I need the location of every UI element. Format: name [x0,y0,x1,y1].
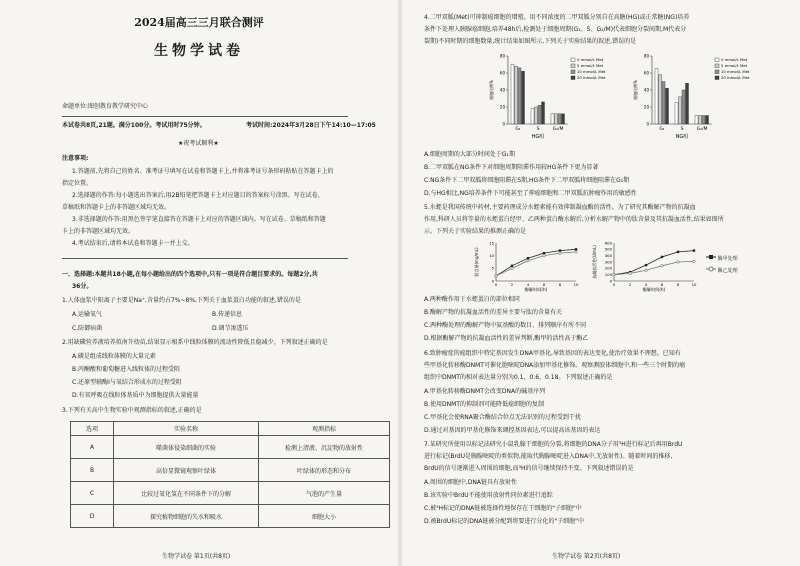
y-tick-label: 300 [604,259,612,265]
bar [682,90,685,124]
y-tick-label: 0 [502,121,505,127]
data-point [527,260,529,262]
table-cell: 叶绿体的形态和分布 [259,459,390,482]
x-tick-label: 0 [494,282,498,287]
data-point [661,265,663,267]
question-4-line: 裂期)不同时期的细胞数量,统计结果如图所示,下列关于实验结果的叙述,错误的是 [424,38,637,45]
q2-option-c: C.还原型辅酶Ⅰ与氧结合形成水的过程受阻 [72,379,182,386]
bar [662,82,665,125]
note-line: 4.考试结束后,请将本试卷和答题卡一并上交。 [72,240,194,247]
bar [522,71,525,124]
section-1-heading-cont: 36分。 [72,283,93,290]
data-point [645,269,647,271]
q7-option-d: D.被BrdU标记的DNA链被分配到将要进行分化的"子细胞"中 [424,518,584,525]
bar [675,103,678,124]
data-point [677,251,679,253]
table-cell: 细胞大小 [259,505,390,528]
y-axis-label: 细胞比例% [489,80,494,100]
x-tick-label: G₁ [515,127,521,132]
data-point [661,256,663,258]
y-tick-label: 10 [489,253,494,259]
data-point [693,249,695,251]
x-tick-label: 2 [628,282,632,287]
table-cell: 比较过氧化氢在不同条件下的分解 [114,482,259,505]
q6-option-d: D.通过对基因的甲基化修饰来调控基因表达,可以提高该基因的表达 [424,427,601,434]
q6-option-c: C.甲基化会使RNA聚合酶结合位点无法识别的过程受到干扰 [424,414,581,421]
x-tick-label: G₂/M [696,127,708,132]
note-line: 1.答题前,先将自己的姓名、准考证号填写在试卷和答题卡上,并将准考证号条形码粘贴在答题卡上的 [72,168,334,175]
info-line: 本试卷共8页,21题。满分100分。考试用时75分钟。 [62,122,206,129]
data-point [527,257,529,259]
legend-line-icon [706,254,716,260]
table-cell: A [71,436,114,459]
x-tick-label: 6 [660,282,664,287]
hg-cell-cycle-chart [490,52,606,148]
table-cell: 探究植物细胞的失水和吸水 [114,505,259,528]
table-row [71,436,390,459]
data-point [543,252,545,254]
x-tick-label: 2 [510,282,514,287]
question-4-line: 条件下处理人胰腺癌细胞,培养48h后,检测处于细胞周期(G₁、S、G₂/M)代表细胞分裂间期,M代表分 [424,26,687,33]
y-tick-label: 0 [646,121,649,127]
question-6-line: 些甲基化转移酶DNMT可催化胞嘧啶DNA添加甲基化修饰。观察测胶体细胞中,和一些三个时期的瘤 [424,362,686,369]
legend-swatch [715,58,719,62]
y-tick-label: 200 [604,265,612,271]
legend-swatch [571,64,575,68]
q1-option-d: D.调节渗透压 [212,325,249,332]
data-point [575,248,577,250]
legend-label: 5 mmol/L Met [577,63,604,69]
q7-option-c: C.被³H标记的DNA链被选择性地保存在干细胞的"子细胞"中 [424,505,582,512]
x-axis-label: HG组 [531,134,545,140]
y-tick-label: 600 [604,240,612,246]
x-tick-label: 10 [573,282,579,287]
x-tick-label: S [680,127,684,132]
data-point [511,267,513,269]
page-2 [402,0,800,566]
q4-option-a: A.细胞周期的大部分时间处于G₁期 [424,151,515,158]
series-line [614,251,694,275]
exam-time: 考试时间:2024年3月28日下午14:10—17:05 [246,122,376,129]
data-point [495,275,497,277]
y-tick-label: 60 [499,70,505,76]
q4-option-b: B.二甲双胍在NG条件下对细胞周期阻滞作用较HG条件下更为显著 [424,164,599,171]
subject-title: 生物学试卷 [154,43,244,59]
bar [659,75,662,124]
q2-option-b: B.丙酮酸和葡萄糖进入线粒体的过程受阻 [72,366,181,373]
data-point [645,264,647,266]
legend-swatch [571,70,575,74]
data-point [559,249,561,251]
legend-label: 20 mmol/L Met [577,75,606,81]
legend-swatch [715,76,719,80]
y-axis-label: 肽含量(mg/mL) [474,247,479,277]
note-line: 卡上的非答题区域均无效。 [62,228,135,235]
note-line: 草稿纸和答题卡上的非答题区域均无效。 [62,204,171,211]
q5-option-b: B.酶解产物的抗凝血活性的差异主要与肽的含量有关 [424,309,563,316]
table-cell: 气泡的产生量 [259,482,390,505]
q6-option-a: A.甲基化转移酶DNMT会改变DNA的碱基序列 [424,388,546,395]
table-header: 选项 [71,422,114,436]
bar [538,105,541,124]
y-axis-label: 抗凝血活性(U/mL) [592,245,597,279]
q5-option-a: A.两种酶作用于水蛭蛋白的部位相同 [424,296,520,303]
legend-label: 酶乙处理 [717,268,738,274]
legend-swatch [571,76,575,80]
legend-label: 0 mmol/L Met [721,57,748,63]
x-tick-label: 8 [558,282,562,287]
table-cell: C [71,482,114,505]
bar [515,66,518,124]
table-header: 实验名称 [114,422,259,436]
x-tick-label: G₁ [659,127,665,132]
ng-cell-cycle-chart [634,52,750,148]
q4-option-c: C.NG条件下二甲双胍将细胞阻滞在S期,HG条件下二甲双胍将细胞阻滞在G₁期 [424,177,630,184]
q1-option-c: C.防御病菌 [72,325,103,332]
anticoagulant-activity-chart [592,240,704,292]
legend-label: 10 mmol/L Met [577,69,606,75]
table-row [71,459,390,482]
question-2: 2.用缺磷营养液培养拟南芥幼苗,结果显示根系中线粒体膜的流动性降低且稳减少。下列叙述正确的是 [62,339,328,346]
x-tick-label: 4 [644,282,648,287]
data-point [543,254,545,256]
legend-label: 0 mmol/L Met [577,57,604,63]
note-line: 指定位置。 [62,180,93,187]
enzyme-legend [706,254,738,274]
bar [511,65,514,125]
question-3: 3.下列有关高中生物实验中观测指标的叙述,正确的是 [62,407,202,414]
question-5-line: 示。下列关于实验结果的推测正确的是 [424,228,527,235]
question-4: 4.二甲双胍(Met)可抑制癌细胞的增殖。用不同浓度的二甲双胍分别自在高糖(HG)或正常糖(NG)培养 [424,14,690,21]
y-tick-label: 0 [491,278,494,284]
question-5-line: 作用,科研人员将等量的水蛭蛋白经甲、乙两种蛋白酶水解后,分析水解产物中的肽含量及其抗凝血活性,结果如图所 [424,216,724,223]
bar [655,69,658,124]
page-1 [0,0,398,566]
x-tick-label: 6 [542,282,546,287]
y-tick-label: 40 [643,87,649,93]
table-header: 观测指标 [259,422,390,436]
x-axis-label: 酶解时间(h) [642,287,666,292]
q5-option-c: C.两种酶处理的酶解产物中氨基酸的数目、排列顺序有所不同 [424,322,587,329]
q7-option-b: B.该实验中BrdU不能使用放射性同位素进行追踪 [424,492,553,499]
setter-line: 命题单位:图创教育教学研究中心 [62,103,149,110]
peptide-content-chart [474,240,586,292]
q1-option-a: A.运输氧气 [72,311,102,318]
y-tick-label: 20 [499,104,505,110]
table-cell: D [71,505,114,528]
x-tick-label: S [536,127,540,132]
experiment-table [70,421,390,528]
bar [551,114,554,124]
y-tick-label: 20 [643,104,649,110]
y-axis-label: 细胞比例% [633,80,638,100]
good-luck: ★祝考试顺利★ [178,140,219,147]
y-tick-label: 80 [499,53,505,59]
table-row [71,482,390,505]
bar [699,116,702,125]
data-point [559,252,561,254]
q1-option-b: B.传递信息 [212,311,243,318]
bar [558,114,561,124]
table-cell: B [71,459,114,482]
footer-page-2: 生物学试卷 第2页(共8页) [552,553,621,560]
y-tick-label: 400 [604,253,612,259]
q2-option-d: D.有氧呼吸在线粒体基质中为细胞提供大量能量 [72,392,199,399]
y-tick-label: 40 [499,87,505,93]
bar [535,107,538,124]
question-7-line: 进行标记(BrdU是胸腺嘧啶的类似物,能取代胸腺嘧啶进入DNA中,无放射性)。随着时间的推移, [424,453,673,460]
question-7: 7.某研究所使用以标记法研究小鼠乳腺干细胞的分裂,将细胞的DNA分子用³H进行标记后再用BrdU [424,441,683,448]
q2-option-a: A.磷是组成线粒体膜的大量元素 [72,353,156,360]
bar [518,68,521,124]
legend-swatch [715,70,719,74]
bar [706,116,709,125]
y-tick-label: 80 [643,53,649,59]
table-cell: 检测上清液、沉淀物的放射性 [259,436,390,459]
table-header-row [71,422,390,436]
x-tick-label: 8 [676,282,680,287]
data-point [575,251,577,253]
x-tick-label: G₂/M [552,127,564,132]
series-line [496,249,576,276]
note-line: 2.选择题的作答:每小题选出答案后,用2B铅笔把答题卡上对应题目的答案标号涂黑。写在试卷、 [72,192,324,199]
notes-rule [62,258,348,259]
data-point [511,265,513,267]
question-6-line: 组织中DNMT的相对表达量分别为0.1、0.6、0.18。下列叙述正确的是 [424,374,613,381]
section-1-heading: 一、选择题:本题共18小题,在每小题给出的四个选项中,只有一项是符合题目要求的。每题2分,共 [62,271,318,278]
question-7-line: BrdU的信号逐渐进入周围的细胞,而³H的信号继续保持不变。下列叙述错误的是 [424,465,634,472]
table-row [71,505,390,528]
q5-option-d: D.根据酶解产物的抗凝血活性的差异判断,酶甲的活性高于酶乙 [424,335,589,342]
bar [562,114,565,124]
table-cell: 高倍显微镜观察叶绿体 [114,459,259,482]
x-axis-label: 酶解时间(h) [524,287,548,292]
footer-page-1: 生物学试卷 第1页(共8页) [162,553,231,560]
bar [702,116,705,125]
y-tick-label: 15 [489,240,494,246]
legend-line-icon [706,266,716,272]
question-5: 5.水蛭是我国传统中药材,主要药理成分水蛭素能有效抑制凝血酶的活性。为了研究其酶解产物的抗凝血 [424,204,696,211]
data-point [693,260,695,262]
legend-item [706,266,738,274]
legend-label: 5 mmol/L Met [721,63,748,69]
legend-item [706,254,738,262]
x-tick-label: 10 [691,282,697,287]
y-tick-label: 0 [609,278,612,284]
q4-option-d: D.与HG相比,NG培养条件下可能甚至了抑癌细胞和二甲双胍抗肿瘤作用的敏感性 [424,190,637,197]
table-cell: 噬菌体侵染细菌的实验 [114,436,259,459]
question-1: 1.人体血浆中阳离子主要是Na⁺,含量约占7%~8%,下列关于血浆蛋白功能的叙述,错误的是 [62,297,301,304]
legend-swatch [571,58,575,62]
y-tick-label: 60 [643,70,649,76]
q6-option-b: B.使用DNMT的抑制剂可能降低癌细胞的复制 [424,401,544,408]
y-tick-label: 100 [604,272,612,278]
data-point [613,273,615,275]
legend-label: 酶甲处理 [717,256,738,262]
header-rule [62,116,348,117]
x-tick-label: 4 [526,282,530,287]
y-tick-label: 5 [491,265,494,271]
x-tick-label: 0 [612,282,616,287]
question-6: 6.致肿瘤症的癌组织中特定基因发生DNA甲基化,导致基因的表达变化,使治疗效果不理想。已知有 [424,350,681,357]
bar [695,116,698,125]
bar [686,83,689,124]
exam-title: 2024届高三三月联合测评 [134,16,264,29]
y-tick-label: 500 [604,246,612,252]
data-point [629,272,631,274]
bar [542,102,545,124]
bar [531,109,534,124]
legend-label: 20 mmol/L Met [721,75,750,81]
data-point [677,261,679,263]
legend-label: 10 mmol/L Met [721,69,750,75]
bar [679,97,682,124]
notes-title: 注意事项: [62,155,89,162]
q7-option-a: A.周围的细胞中,DNA链具有放射性 [424,479,518,486]
legend-swatch [715,64,719,68]
bar [555,114,558,124]
x-axis-label: NG组 [675,134,689,140]
bar [666,88,669,124]
note-line: 3.非选择题的作答:用黑色签字笔直接答在答题卡上对应的答题区域内。写在试卷、草稿纸和答题 [72,216,326,223]
